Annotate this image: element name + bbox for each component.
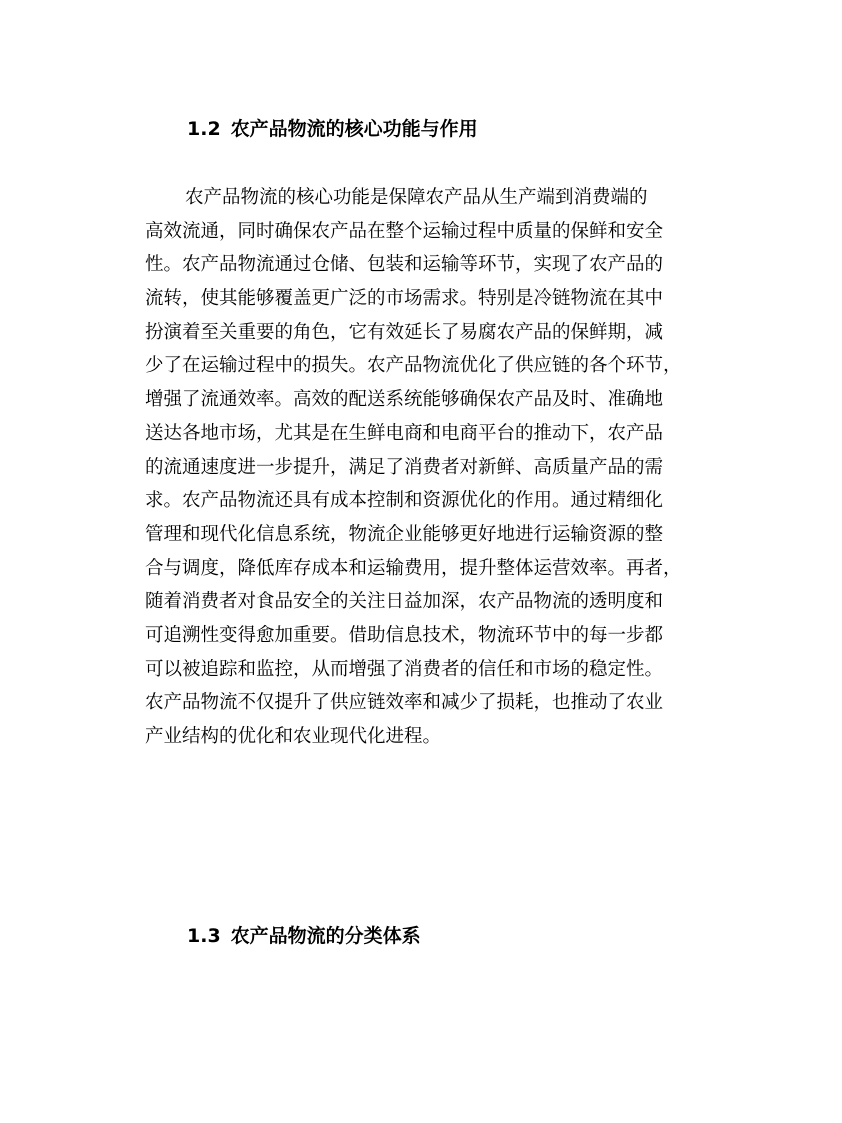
paragraph-line: 的流通速度进一步提升，满足了消费者对新鲜、高质量产品的需 xyxy=(145,456,664,478)
paragraph-line: 产业结构的优化和农业现代化进程。 xyxy=(145,726,442,747)
section-number: 1.3 xyxy=(187,925,221,947)
paragraph-line: 可追溯性变得愈加重要。借助信息技术，物流环节中的每一步都 xyxy=(145,624,664,646)
section-title: 农产品物流的分类体系 xyxy=(230,925,421,947)
paragraph-line: 高效流通，同时确保农产品在整个运输过程中质量的保鲜和安全 xyxy=(145,220,664,242)
section-number: 1.2 xyxy=(187,118,221,140)
paragraph-line: 性。农产品物流通过仓储、包装和运输等环节，实现了农产品的 xyxy=(145,254,664,276)
paragraph-line: 合与调度，降低库存成本和运输费用，提升整体运营效率。再者， xyxy=(145,557,682,579)
paragraph-line: 管理和现代化信息系统，物流企业能够更好地进行运输资源的整 xyxy=(145,523,664,545)
paragraph-line: 少了在运输过程中的损失。农产品物流优化了供应链的各个环节， xyxy=(145,355,682,377)
section-title: 农产品物流的核心功能与作用 xyxy=(230,118,478,140)
paragraph-line: 求。农产品物流还具有成本控制和资源优化的作用。通过精细化 xyxy=(145,490,664,512)
paragraph-line: 流转，使其能够覆盖更广泛的市场需求。特别是冷链物流在其中 xyxy=(145,288,664,310)
section-1-2-paragraph xyxy=(145,181,705,754)
paragraph-line: 随着消费者对食品安全的关注日益加深，农产品物流的透明度和 xyxy=(145,591,664,613)
paragraph-line: 可以被追踪和监控，从而增强了消费者的信任和市场的稳定性。 xyxy=(145,658,664,680)
paragraph-line: 农产品物流的核心功能是保障农产品从生产端到消费端的 xyxy=(185,187,648,208)
paragraph-line: 扮演着至关重要的角色，它有效延长了易腐农产品的保鲜期，减 xyxy=(145,321,664,343)
paragraph-line: 农产品物流不仅提升了供应链效率和减少了损耗，也推动了农业 xyxy=(145,692,664,714)
section-heading-1-3 xyxy=(187,924,421,948)
paragraph-line: 增强了流通效率。高效的配送系统能够确保农产品及时、准确地 xyxy=(145,389,664,411)
section-heading-1-2 xyxy=(187,117,478,141)
paragraph-line: 送达各地市场，尤其是在生鲜电商和电商平台的推动下，农产品 xyxy=(145,422,664,444)
